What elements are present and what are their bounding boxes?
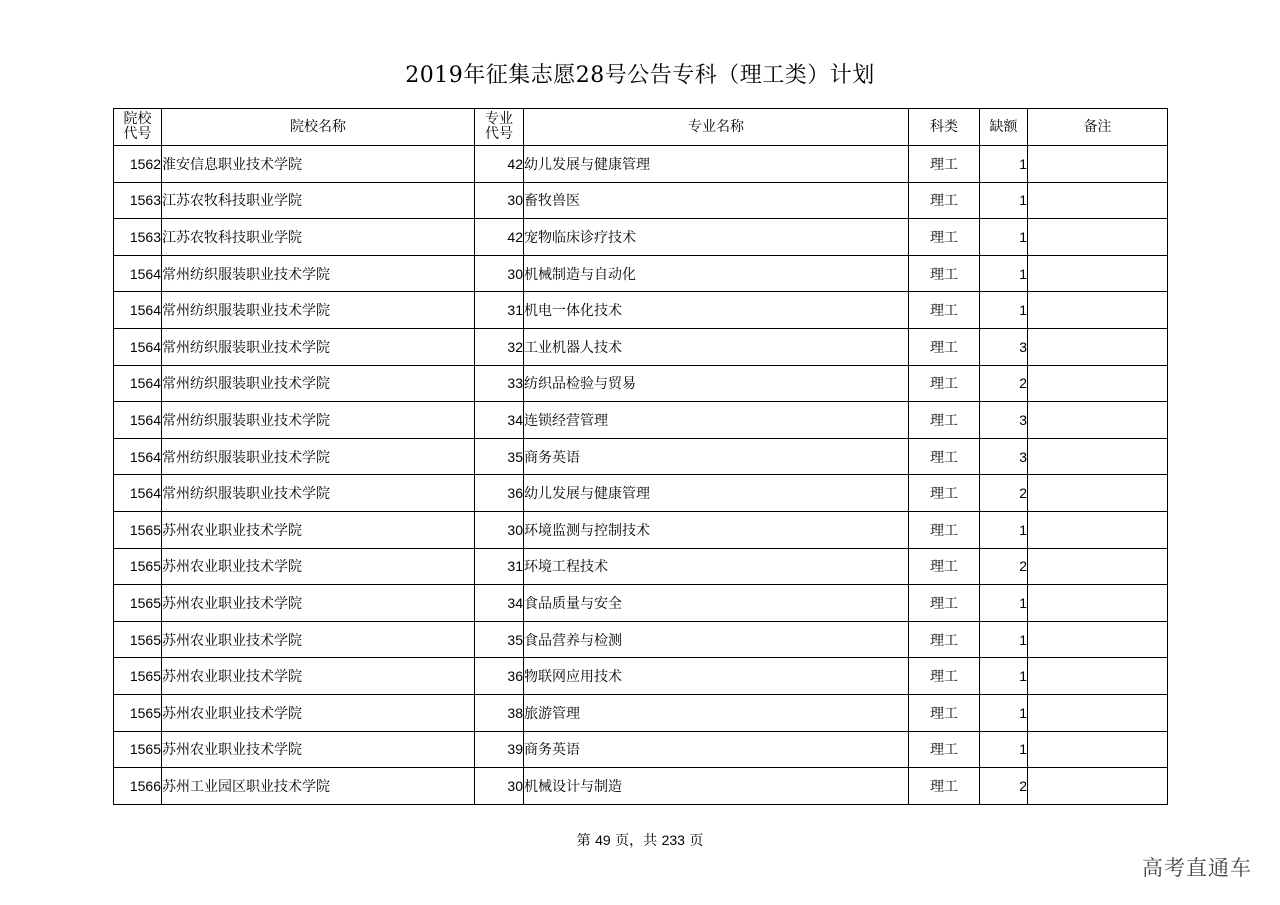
cell-major-name: 旅游管理	[524, 694, 909, 731]
table-row	[114, 365, 1168, 402]
cell-note	[1028, 402, 1168, 439]
cell-major-code: 30	[475, 511, 524, 548]
table-row	[114, 585, 1168, 622]
table-row	[114, 694, 1168, 731]
cell-major-name: 环境工程技术	[524, 548, 909, 585]
cell-category: 理工	[909, 548, 980, 585]
cell-major-name: 环境监测与控制技术	[524, 511, 909, 548]
cell-major-name: 机械设计与制造	[524, 768, 909, 805]
cell-major-code: 35	[475, 438, 524, 475]
table-row	[114, 768, 1168, 805]
footer-page-prefix: 第	[576, 833, 591, 849]
cell-school-name: 苏州农业职业技术学院	[162, 731, 475, 768]
cell-category: 理工	[909, 585, 980, 622]
cell-category: 理工	[909, 731, 980, 768]
cell-major-code: 38	[475, 694, 524, 731]
cell-note	[1028, 182, 1168, 219]
cell-shortage: 3	[980, 328, 1028, 365]
cell-school-name: 淮安信息职业技术学院	[162, 146, 475, 183]
cell-major-name: 工业机器人技术	[524, 328, 909, 365]
cell-shortage: 1	[980, 621, 1028, 658]
table-row	[114, 328, 1168, 365]
cell-shortage: 1	[980, 146, 1028, 183]
header-school-name: 院校名称	[162, 109, 475, 146]
cell-shortage: 1	[980, 585, 1028, 622]
cell-category: 理工	[909, 511, 980, 548]
cell-major-code: 33	[475, 365, 524, 402]
footer-page-mid: 页，共	[615, 833, 658, 849]
cell-note	[1028, 768, 1168, 805]
table-row	[114, 402, 1168, 439]
page-footer	[0, 830, 1280, 850]
table-row	[114, 731, 1168, 768]
cell-note	[1028, 658, 1168, 695]
cell-note	[1028, 621, 1168, 658]
cell-major-code: 35	[475, 621, 524, 658]
cell-note	[1028, 219, 1168, 256]
plan-table	[113, 108, 1168, 805]
cell-school-name: 常州纺织服装职业技术学院	[162, 328, 475, 365]
cell-school-name: 江苏农牧科技职业学院	[162, 182, 475, 219]
cell-school-code: 1562	[114, 146, 162, 183]
cell-note	[1028, 585, 1168, 622]
table-row	[114, 475, 1168, 512]
cell-category: 理工	[909, 328, 980, 365]
cell-school-name: 常州纺织服装职业技术学院	[162, 438, 475, 475]
cell-shortage: 1	[980, 219, 1028, 256]
cell-category: 理工	[909, 621, 980, 658]
cell-school-code: 1565	[114, 511, 162, 548]
cell-school-code: 1566	[114, 768, 162, 805]
cell-note	[1028, 328, 1168, 365]
table-row	[114, 146, 1168, 183]
header-major-code	[475, 109, 524, 146]
cell-school-code: 1565	[114, 658, 162, 695]
header-shortage: 缺额	[980, 109, 1028, 146]
cell-school-name: 苏州农业职业技术学院	[162, 511, 475, 548]
cell-school-code: 1564	[114, 438, 162, 475]
header-school-code	[114, 109, 162, 146]
cell-major-name: 连锁经营管理	[524, 402, 909, 439]
table-row	[114, 621, 1168, 658]
header-major-code-line2: 代号	[485, 126, 513, 142]
cell-major-code: 34	[475, 402, 524, 439]
cell-major-code: 30	[475, 768, 524, 805]
cell-category: 理工	[909, 146, 980, 183]
cell-shortage: 2	[980, 768, 1028, 805]
table-row	[114, 438, 1168, 475]
cell-major-code: 36	[475, 658, 524, 695]
cell-school-name: 常州纺织服装职业技术学院	[162, 292, 475, 329]
cell-shortage: 3	[980, 402, 1028, 439]
cell-school-code: 1564	[114, 402, 162, 439]
cell-category: 理工	[909, 365, 980, 402]
table-row	[114, 511, 1168, 548]
cell-note	[1028, 548, 1168, 585]
cell-major-code: 42	[475, 146, 524, 183]
cell-category: 理工	[909, 402, 980, 439]
cell-note	[1028, 146, 1168, 183]
cell-shortage: 3	[980, 438, 1028, 475]
header-category: 科类	[909, 109, 980, 146]
cell-major-name: 食品质量与安全	[524, 585, 909, 622]
cell-school-name: 苏州农业职业技术学院	[162, 548, 475, 585]
cell-major-name: 机械制造与自动化	[524, 255, 909, 292]
cell-school-name: 常州纺织服装职业技术学院	[162, 475, 475, 512]
cell-school-name: 苏州工业园区职业技术学院	[162, 768, 475, 805]
cell-major-name: 幼儿发展与健康管理	[524, 475, 909, 512]
cell-major-name: 幼儿发展与健康管理	[524, 146, 909, 183]
cell-school-code: 1565	[114, 548, 162, 585]
watermark-logo-text: 高考直通车	[1142, 856, 1252, 880]
cell-school-code: 1564	[114, 328, 162, 365]
page-title: 2019年征集志愿28号公告专科（理工类）计划	[405, 63, 875, 88]
table-row	[114, 182, 1168, 219]
cell-major-name: 纺织品检验与贸易	[524, 365, 909, 402]
footer-page-total: 233	[661, 832, 685, 848]
cell-note	[1028, 438, 1168, 475]
cell-school-code: 1565	[114, 731, 162, 768]
cell-note	[1028, 475, 1168, 512]
cell-major-code: 34	[475, 585, 524, 622]
cell-school-code: 1565	[114, 621, 162, 658]
cell-category: 理工	[909, 255, 980, 292]
cell-note	[1028, 255, 1168, 292]
cell-school-code: 1564	[114, 292, 162, 329]
cell-shortage: 1	[980, 658, 1028, 695]
cell-major-name: 畜牧兽医	[524, 182, 909, 219]
header-school-code-line2: 代号	[123, 126, 152, 142]
cell-major-code: 31	[475, 292, 524, 329]
cell-shortage: 1	[980, 511, 1028, 548]
cell-school-name: 苏州农业职业技术学院	[162, 621, 475, 658]
cell-school-name: 苏州农业职业技术学院	[162, 585, 475, 622]
cell-school-name: 常州纺织服装职业技术学院	[162, 402, 475, 439]
cell-major-code: 36	[475, 475, 524, 512]
header-note: 备注	[1028, 109, 1168, 146]
cell-school-name: 常州纺织服装职业技术学院	[162, 255, 475, 292]
header-school-code-line1: 院校	[123, 111, 152, 127]
cell-shortage: 1	[980, 182, 1028, 219]
cell-major-code: 30	[475, 255, 524, 292]
cell-school-code: 1564	[114, 475, 162, 512]
cell-major-name: 宠物临床诊疗技术	[524, 219, 909, 256]
cell-major-name: 机电一体化技术	[524, 292, 909, 329]
cell-note	[1028, 731, 1168, 768]
cell-school-name: 苏州农业职业技术学院	[162, 658, 475, 695]
header-major-name: 专业名称	[524, 109, 909, 146]
cell-category: 理工	[909, 768, 980, 805]
cell-note	[1028, 292, 1168, 329]
cell-category: 理工	[909, 694, 980, 731]
cell-school-name: 常州纺织服装职业技术学院	[162, 365, 475, 402]
cell-school-name: 江苏农牧科技职业学院	[162, 219, 475, 256]
footer-page-suffix: 页	[689, 833, 704, 849]
cell-major-name: 商务英语	[524, 731, 909, 768]
table-row	[114, 255, 1168, 292]
cell-shortage: 2	[980, 475, 1028, 512]
table-header-row	[114, 109, 1168, 146]
cell-note	[1028, 511, 1168, 548]
cell-major-name: 食品营养与检测	[524, 621, 909, 658]
cell-note	[1028, 365, 1168, 402]
cell-major-code: 39	[475, 731, 524, 768]
cell-shortage: 1	[980, 731, 1028, 768]
table-body	[114, 146, 1168, 805]
cell-shortage: 2	[980, 548, 1028, 585]
cell-major-name: 物联网应用技术	[524, 658, 909, 695]
cell-shortage: 1	[980, 255, 1028, 292]
cell-note	[1028, 694, 1168, 731]
table-row	[114, 658, 1168, 695]
cell-school-code: 1565	[114, 694, 162, 731]
cell-school-code: 1563	[114, 219, 162, 256]
cell-shortage: 1	[980, 694, 1028, 731]
cell-shortage: 2	[980, 365, 1028, 402]
cell-shortage: 1	[980, 292, 1028, 329]
cell-school-code: 1563	[114, 182, 162, 219]
cell-school-code: 1564	[114, 365, 162, 402]
cell-category: 理工	[909, 219, 980, 256]
cell-major-code: 32	[475, 328, 524, 365]
cell-major-name: 商务英语	[524, 438, 909, 475]
table-row	[114, 219, 1168, 256]
cell-category: 理工	[909, 182, 980, 219]
cell-major-code: 42	[475, 219, 524, 256]
table-row	[114, 292, 1168, 329]
table-row	[114, 548, 1168, 585]
cell-school-name: 苏州农业职业技术学院	[162, 694, 475, 731]
cell-category: 理工	[909, 292, 980, 329]
cell-major-code: 31	[475, 548, 524, 585]
footer-page-current: 49	[595, 832, 611, 848]
cell-category: 理工	[909, 475, 980, 512]
cell-school-code: 1565	[114, 585, 162, 622]
cell-school-code: 1564	[114, 255, 162, 292]
cell-major-code: 30	[475, 182, 524, 219]
cell-category: 理工	[909, 658, 980, 695]
cell-category: 理工	[909, 438, 980, 475]
header-major-code-line1: 专业	[485, 111, 513, 127]
